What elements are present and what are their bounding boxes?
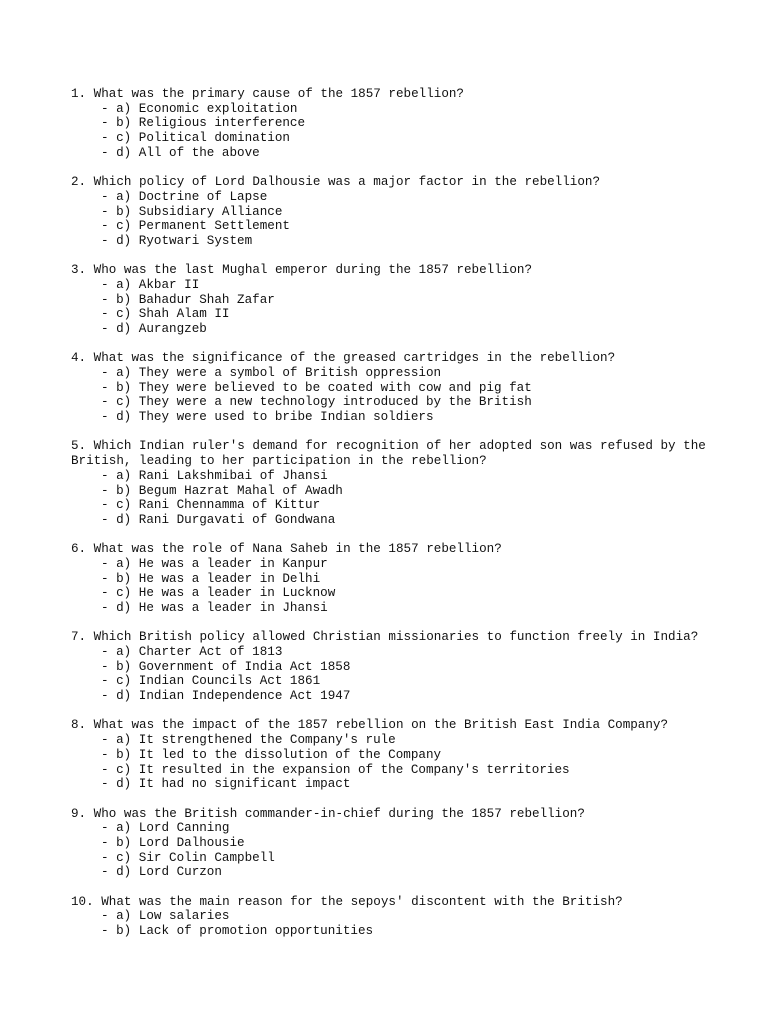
question-block [71, 263, 711, 337]
question-text: 2. Which policy of Lord Dalhousie was a major factor in the rebellion? [71, 175, 601, 190]
answer-option: - b) Begum Hazrat Mahal of Awadh [101, 483, 343, 498]
answer-option: - c) Indian Councils Act 1861 [101, 674, 321, 689]
question-text: 1. What was the primary cause of the 1857 rebellion? [71, 87, 464, 101]
answer-option: - c) Sir Colin Campbell [101, 850, 275, 865]
answer-option: - d) He was a leader in Jhansi [101, 601, 328, 616]
answer-option: - b) He was a leader in Delhi [101, 571, 321, 586]
answer-option: - d) Indian Independence Act 1947 [101, 689, 351, 704]
answer-option: - b) Lack of promotion opportunities [101, 924, 374, 939]
question-block [71, 439, 714, 527]
question-block [71, 718, 711, 792]
answer-option: - a) He was a leader in Kanpur [101, 556, 328, 571]
answer-option: - a) They were a symbol of British oppression [101, 366, 442, 381]
question-text: 7. Which British policy allowed Christian missionaries to function freely in India? [71, 630, 699, 645]
answer-option: - c) Political domination [101, 131, 290, 146]
answer-option: - d) Aurangzeb [101, 322, 207, 337]
answer-option: - b) They were believed to be coated with cow and pig fat [101, 380, 532, 395]
answer-option: - b) Subsidiary Alliance [101, 204, 283, 219]
answer-option: - d) They were used to bribe Indian soldiers [101, 410, 434, 425]
answer-option: - a) Akbar II [101, 277, 200, 292]
answer-option: - a) Rani Lakshmibai of Jhansi [101, 468, 328, 483]
question-block [71, 542, 711, 616]
question-text: 10. What was the main reason for the sepoys' discontent with the British? [71, 894, 623, 909]
answer-option: - a) Charter Act of 1813 [101, 645, 283, 660]
question-block [71, 175, 711, 249]
answer-option: - c) It resulted in the expansion of the Company's territories [101, 762, 570, 777]
question-block [71, 807, 711, 881]
answer-option: - a) It strengthened the Company's rule [101, 733, 396, 748]
question-text: 4. What was the significance of the greased cartridges in the rebellion? [71, 351, 616, 366]
answer-option: - d) It had no significant impact [101, 777, 351, 792]
question-block [71, 351, 711, 425]
answer-option: - d) Ryotwari System [101, 233, 253, 248]
question-list [71, 87, 714, 953]
answer-option: - b) Lord Dalhousie [101, 835, 245, 850]
question-text: 6. What was the role of Nana Saheb in the 1857 rebellion? [71, 542, 502, 557]
answer-option: - c) Permanent Settlement [101, 219, 290, 234]
question-block [71, 895, 711, 939]
answer-option: - b) Government of India Act 1858 [101, 659, 351, 674]
question-text: 9. Who was the British commander-in-chief during the 1857 rebellion? [71, 806, 585, 821]
answer-option: - a) Doctrine of Lapse [101, 189, 268, 204]
answer-option: - a) Lord Canning [101, 821, 230, 836]
answer-option: - d) Rani Durgavati of Gondwana [101, 512, 336, 527]
answer-option: - d) All of the above [101, 145, 260, 160]
answer-option: - c) Shah Alam II [101, 307, 230, 322]
question-text: 8. What was the impact of the 1857 rebellion on the British East India Company? [71, 718, 669, 733]
answer-option: - b) Bahadur Shah Zafar [101, 292, 275, 307]
answer-option: - b) It led to the dissolution of the Company [101, 747, 442, 762]
question-block [71, 87, 711, 161]
question-block [71, 630, 711, 704]
question-text: 3. Who was the last Mughal emperor during the 1857 rebellion? [71, 263, 533, 278]
answer-option: - a) Low salaries [101, 909, 230, 924]
answer-option: - b) Religious interference [101, 116, 306, 131]
answer-option: - c) They were a new technology introduced by the British [101, 395, 532, 410]
answer-option: - c) He was a leader in Lucknow [101, 586, 336, 601]
question-text: 5. Which Indian ruler's demand for recognition of her adopted son was refused by the British, leading to her participation in the rebellion? [71, 439, 714, 469]
answer-option: - d) Lord Curzon [101, 865, 222, 880]
answer-option: - c) Rani Chennamma of Kittur [101, 498, 321, 513]
answer-option: - a) Economic exploitation [101, 101, 298, 116]
